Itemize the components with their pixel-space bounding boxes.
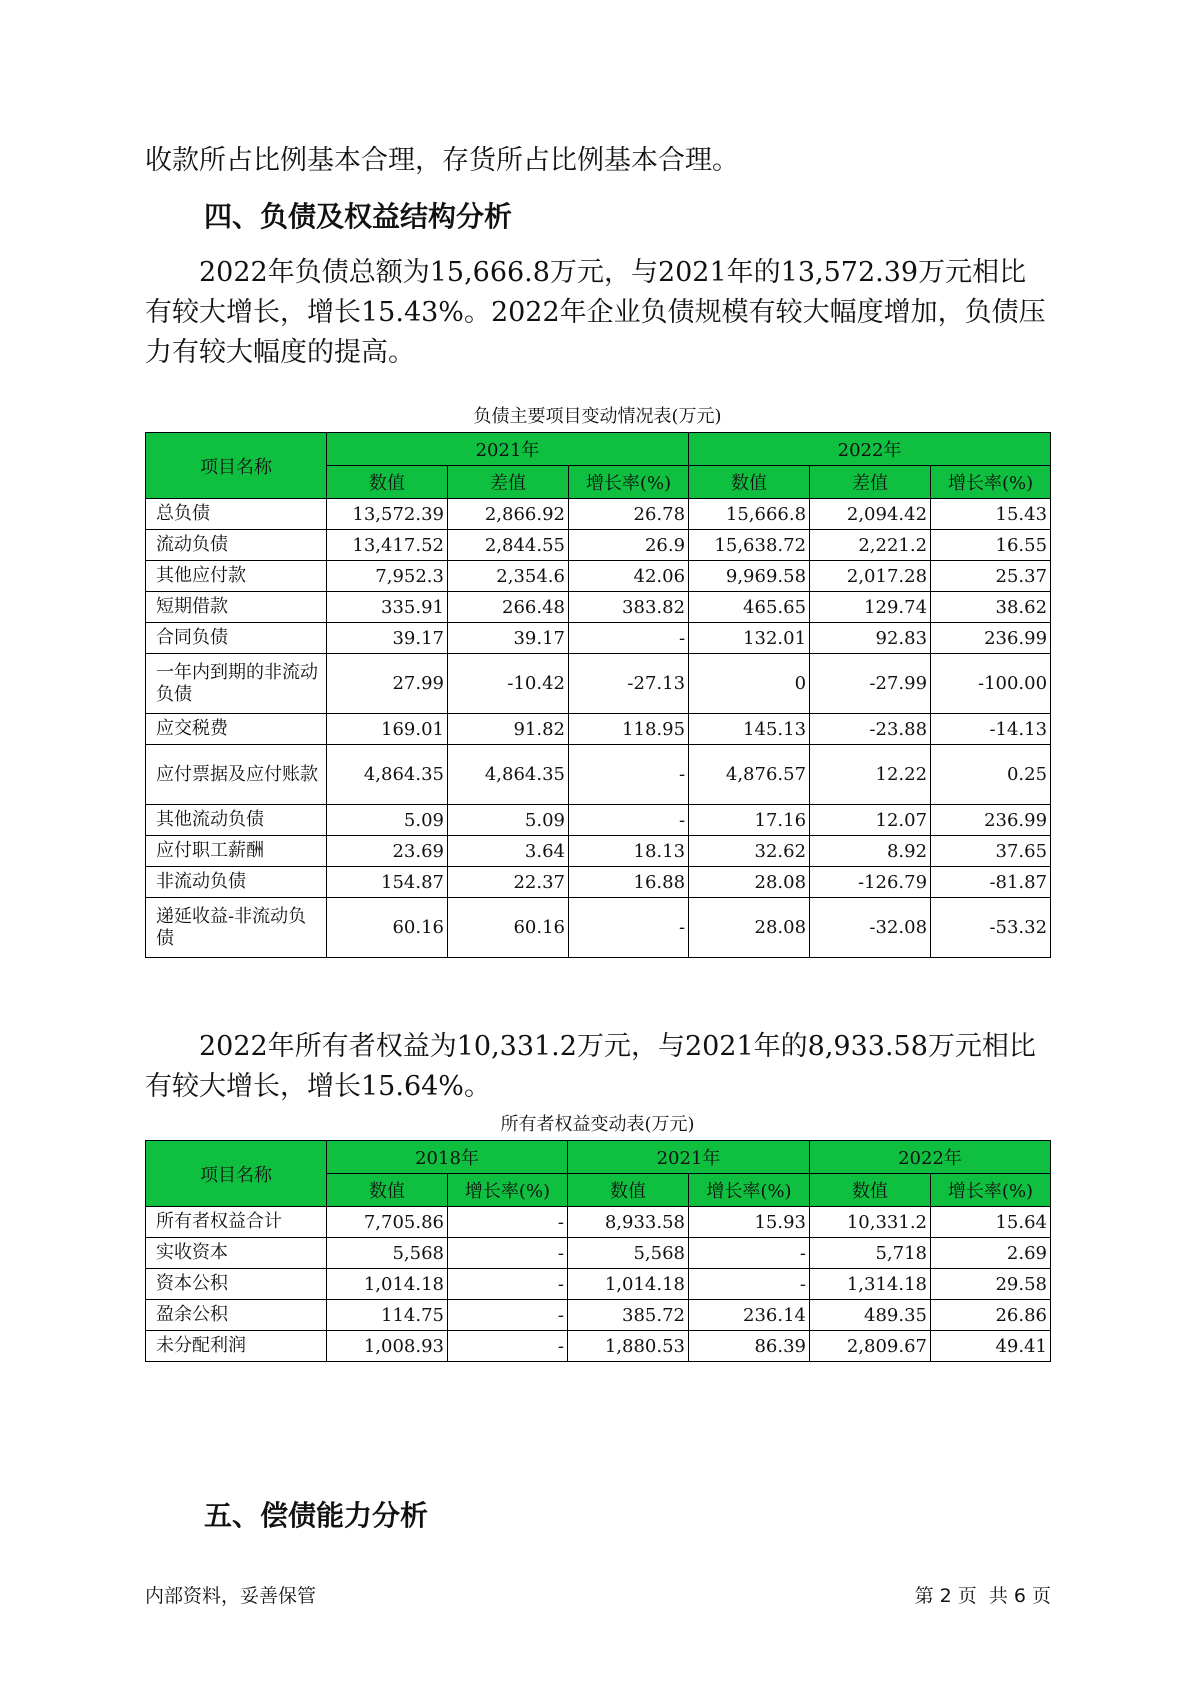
- table-cell: 4,864.35: [448, 745, 569, 805]
- row-label: 应交税费: [146, 714, 327, 745]
- table-cell: 0.25: [931, 745, 1051, 805]
- table-cell: -: [448, 1331, 568, 1362]
- table-cell: 2.69: [931, 1238, 1051, 1269]
- table-cell: 7,705.86: [327, 1207, 448, 1238]
- table-cell: 60.16: [448, 898, 569, 958]
- table-row: [146, 623, 1051, 654]
- table-cell: 5,718: [810, 1238, 931, 1269]
- row-label: 非流动负债: [146, 867, 327, 898]
- table-row: [146, 898, 1051, 958]
- table-cell: -: [569, 745, 689, 805]
- table-cell: -: [448, 1207, 568, 1238]
- table-cell: 236.14: [689, 1300, 810, 1331]
- equity-table-caption: 所有者权益变动表(万元): [500, 1114, 695, 1135]
- table-cell: 266.48: [448, 592, 569, 623]
- table-cell: 12.22: [810, 745, 931, 805]
- table-cell: -27.13: [569, 654, 689, 714]
- table-cell: -14.13: [931, 714, 1051, 745]
- subheader-value: 数值: [327, 1174, 448, 1207]
- liability-table-caption: 负债主要项目变动情况表(万元): [473, 406, 722, 427]
- table-cell: 9,969.58: [689, 561, 810, 592]
- table-cell: 13,572.39: [327, 499, 448, 530]
- table-cell: -100.00: [931, 654, 1051, 714]
- table-cell: 29.58: [931, 1269, 1051, 1300]
- table-cell: 8.92: [810, 836, 931, 867]
- row-label: 所有者权益合计: [146, 1207, 327, 1238]
- table-row: [146, 1269, 1051, 1300]
- table-cell: 5.09: [448, 805, 569, 836]
- table-row: [146, 561, 1051, 592]
- table-cell: 0: [689, 654, 810, 714]
- row-label: 总负债: [146, 499, 327, 530]
- row-label: 短期借款: [146, 592, 327, 623]
- table-cell: 13,417.52: [327, 530, 448, 561]
- table-cell: 383.82: [569, 592, 689, 623]
- footer-page-number: 第 2 页 共 6 页: [914, 1585, 1051, 1607]
- row-label: 合同负债: [146, 623, 327, 654]
- table-cell: -32.08: [810, 898, 931, 958]
- table-cell: 15.93: [689, 1207, 810, 1238]
- table-cell: 18.13: [569, 836, 689, 867]
- table-row: [146, 745, 1051, 805]
- table-cell: 32.62: [689, 836, 810, 867]
- table-cell: 2,844.55: [448, 530, 569, 561]
- table-row: [146, 1300, 1051, 1331]
- table-cell: 25.37: [931, 561, 1051, 592]
- section4-heading: 四、负债及权益结构分析: [204, 200, 513, 233]
- liability-name-header: 项目名称: [146, 433, 327, 499]
- table-cell: -: [569, 898, 689, 958]
- table-cell: -27.99: [810, 654, 931, 714]
- table-cell: -: [689, 1269, 810, 1300]
- table-cell: 385.72: [568, 1300, 689, 1331]
- table-cell: 15,638.72: [689, 530, 810, 561]
- liability-paragraph: 2022年负债总额为15,666.8万元，与2021年的13,572.39万元相比有较大增长，增长15.43%。2022年企业负债规模有较大幅度增加，负债压力有较大幅度的提高。: [145, 257, 1046, 368]
- table-cell: 23.69: [327, 836, 448, 867]
- row-label: 其他流动负债: [146, 805, 327, 836]
- table-cell: 5,568: [327, 1238, 448, 1269]
- row-label: 应付职工薪酬: [146, 836, 327, 867]
- section5-heading: 五、偿债能力分析: [204, 1499, 429, 1532]
- subheader-value: 数值: [568, 1174, 689, 1207]
- table-cell: 16.88: [569, 867, 689, 898]
- row-label: 未分配利润: [146, 1331, 327, 1362]
- table-cell: 26.86: [931, 1300, 1051, 1331]
- table-cell: 39.17: [327, 623, 448, 654]
- liability-year-2022-header: 2022年: [689, 433, 1051, 466]
- table-cell: 49.41: [931, 1331, 1051, 1362]
- table-cell: 1,314.18: [810, 1269, 931, 1300]
- table-cell: 4,864.35: [327, 745, 448, 805]
- footer-confidential-note: 内部资料，妥善保管: [145, 1585, 317, 1607]
- table-cell: 2,094.42: [810, 499, 931, 530]
- table-cell: 27.99: [327, 654, 448, 714]
- row-label: 实收资本: [146, 1238, 327, 1269]
- equity-table: [145, 1140, 1051, 1362]
- table-cell: 114.75: [327, 1300, 448, 1331]
- table-cell: -10.42: [448, 654, 569, 714]
- row-label: 资本公积: [146, 1269, 327, 1300]
- table-cell: 2,017.28: [810, 561, 931, 592]
- row-label: 递延收益-非流动负债: [146, 898, 327, 958]
- table-cell: 86.39: [689, 1331, 810, 1362]
- table-cell: 5,568: [568, 1238, 689, 1269]
- equity-name-header: 项目名称: [146, 1141, 327, 1207]
- table-row: [146, 805, 1051, 836]
- table-cell: -: [448, 1238, 568, 1269]
- table-cell: -: [569, 623, 689, 654]
- table-cell: 169.01: [327, 714, 448, 745]
- table-cell: 2,809.67: [810, 1331, 931, 1362]
- table-cell: -: [689, 1238, 810, 1269]
- table-cell: 4,876.57: [689, 745, 810, 805]
- table-row: [146, 1331, 1051, 1362]
- table-cell: 38.62: [931, 592, 1051, 623]
- table-cell: 10,331.2: [810, 1207, 931, 1238]
- table-cell: -: [569, 805, 689, 836]
- equity-year-2022-header: 2022年: [810, 1141, 1051, 1174]
- table-row: [146, 836, 1051, 867]
- table-cell: 335.91: [327, 592, 448, 623]
- intro-text: 收款所占比例基本合理，存货所占比例基本合理。: [145, 145, 739, 176]
- table-cell: 236.99: [931, 805, 1051, 836]
- table-cell: 12.07: [810, 805, 931, 836]
- liability-year-2021-header: 2021年: [327, 433, 689, 466]
- table-cell: 145.13: [689, 714, 810, 745]
- table-cell: 2,866.92: [448, 499, 569, 530]
- table-row: [146, 499, 1051, 530]
- row-label: 一年内到期的非流动负债: [146, 654, 327, 714]
- table-cell: 92.83: [810, 623, 931, 654]
- table-cell: -: [448, 1300, 568, 1331]
- table-cell: 39.17: [448, 623, 569, 654]
- table-cell: 15.64: [931, 1207, 1051, 1238]
- table-cell: 465.65: [689, 592, 810, 623]
- subheader-value: 数值: [689, 466, 810, 499]
- table-cell: 17.16: [689, 805, 810, 836]
- table-cell: 28.08: [689, 867, 810, 898]
- table-row: [146, 592, 1051, 623]
- table-row: [146, 714, 1051, 745]
- subheader-growth: 增长率(%): [569, 466, 689, 499]
- row-label: 流动负债: [146, 530, 327, 561]
- subheader-growth: 增长率(%): [689, 1174, 810, 1207]
- table-cell: 154.87: [327, 867, 448, 898]
- equity-year-2018-header: 2018年: [327, 1141, 568, 1174]
- table-cell: 91.82: [448, 714, 569, 745]
- table-row: [146, 1238, 1051, 1269]
- table-row: [146, 654, 1051, 714]
- table-cell: -: [448, 1269, 568, 1300]
- subheader-value: 数值: [810, 1174, 931, 1207]
- table-cell: 15.43: [931, 499, 1051, 530]
- table-cell: 1,880.53: [568, 1331, 689, 1362]
- table-cell: 132.01: [689, 623, 810, 654]
- table-cell: 3.64: [448, 836, 569, 867]
- equity-year-2021-header: 2021年: [568, 1141, 810, 1174]
- table-cell: 236.99: [931, 623, 1051, 654]
- table-cell: -126.79: [810, 867, 931, 898]
- table-row: [146, 530, 1051, 561]
- table-cell: 489.35: [810, 1300, 931, 1331]
- subheader-diff: 差值: [810, 466, 931, 499]
- table-cell: 15,666.8: [689, 499, 810, 530]
- table-cell: 16.55: [931, 530, 1051, 561]
- table-row: [146, 1207, 1051, 1238]
- subheader-diff: 差值: [448, 466, 569, 499]
- row-label: 其他应付款: [146, 561, 327, 592]
- table-cell: 60.16: [327, 898, 448, 958]
- table-cell: -81.87: [931, 867, 1051, 898]
- row-label: 盈余公积: [146, 1300, 327, 1331]
- table-cell: 1,008.93: [327, 1331, 448, 1362]
- row-label: 应付票据及应付账款: [146, 745, 327, 805]
- table-cell: 7,952.3: [327, 561, 448, 592]
- table-cell: 1,014.18: [568, 1269, 689, 1300]
- table-cell: -53.32: [931, 898, 1051, 958]
- table-cell: 22.37: [448, 867, 569, 898]
- table-cell: 37.65: [931, 836, 1051, 867]
- table-cell: -23.88: [810, 714, 931, 745]
- table-cell: 28.08: [689, 898, 810, 958]
- subheader-growth: 增长率(%): [931, 1174, 1051, 1207]
- equity-paragraph: 2022年所有者权益为10,331.2万元，与2021年的8,933.58万元相比有较大增长，增长15.64%。: [145, 1031, 1036, 1102]
- table-row: [146, 867, 1051, 898]
- table-cell: 118.95: [569, 714, 689, 745]
- table-cell: 26.9: [569, 530, 689, 561]
- table-cell: 1,014.18: [327, 1269, 448, 1300]
- table-cell: 2,221.2: [810, 530, 931, 561]
- table-cell: 8,933.58: [568, 1207, 689, 1238]
- table-cell: 26.78: [569, 499, 689, 530]
- table-cell: 5.09: [327, 805, 448, 836]
- subheader-growth: 增长率(%): [931, 466, 1051, 499]
- liability-table: [145, 432, 1051, 958]
- table-cell: 42.06: [569, 561, 689, 592]
- table-cell: 2,354.6: [448, 561, 569, 592]
- subheader-growth: 增长率(%): [448, 1174, 568, 1207]
- subheader-value: 数值: [327, 466, 448, 499]
- table-cell: 129.74: [810, 592, 931, 623]
